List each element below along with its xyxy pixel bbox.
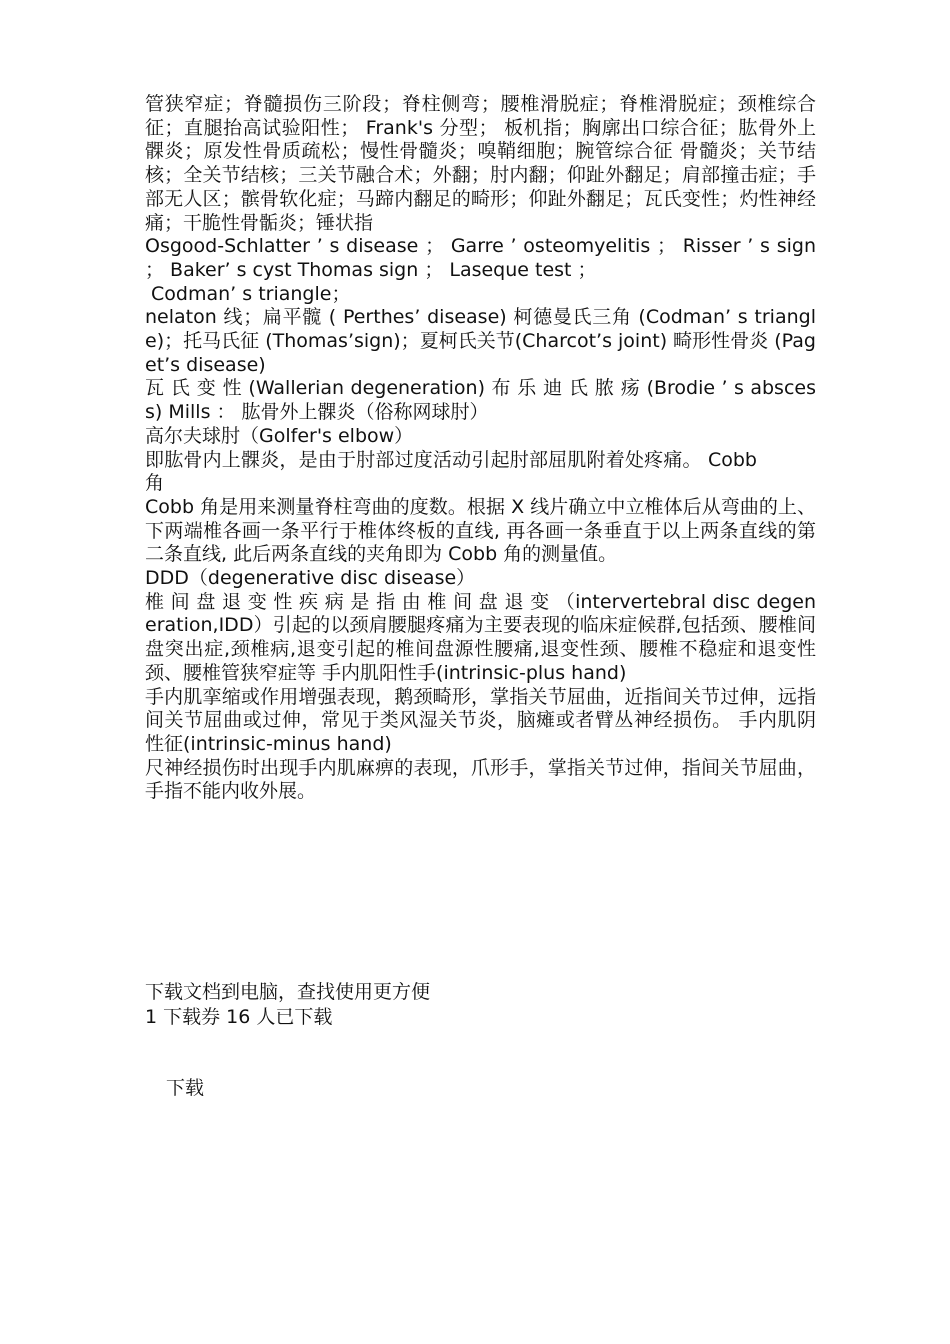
paragraph-nelaton-perthes: nelaton 线；扁平髋 ( Perthes’ disease) 柯德曼氏三角 (Codman’ s triangle)；托马氏征 (Thomas’sign)；夏柯氏关节(Charcot’s joint) 畸形性骨炎 (Paget’s disease) [145,306,816,376]
paragraph-wallerian-brodie: 瓦 氏 变 性 (Wallerian degeneration) 布 乐 迪 氏 脓 疡 (Brodie ’ s abscess) Mills ： 肱骨外上髁炎（俗称网球肘） [145,377,816,424]
document-body [145,93,816,804]
paragraph-term-list: 管狭窄症；脊髓损伤三阶段；脊柱侧弯；腰椎滑脱症；脊椎滑脱症；颈椎综合征；直腿抬高试验阳性； Frank's 分型； 板机指；胸廓出口综合征；肱骨外上髁炎；原发性骨质疏松；慢性骨髓炎；嗅鞘细胞；腕管综合征 骨髓炎；关节结核；全关节结核；三关节融合术；外翻；肘内翻；仰趾外翻足；肩部撞击症；手部无人区；髌骨软化症；马蹄内翻足的畸形；仰趾外翻足；瓦氏变性；灼性神经痛；干脆性骨骺炎；锤状指 [145,93,816,234]
paragraph-ddd-heading: DDD（degenerative disc disease） [145,567,476,590]
paragraph-ddd-definition: 椎 间 盘 退 变 性 疾 病 是 指 由 椎 间 盘 退 变 （intervertebral disc degeneration,IDD）引起的以颈肩腰腿疼痛为主要表现的临床症候群,包括颈、腰椎间盘突出症,颈椎病,退变引起的椎间盘源性腰痛,退变性颈、腰椎不稳症和退变性颈、腰椎管狭窄症等 手内肌阳性手(intrinsic-plus hand) [145,590,816,684]
paragraph-codman-triangle: Codman’ s triangle； [145,282,351,305]
paragraph-golfers-elbow-definition: 即肱骨内上髁炎，是由于肘部过度活动引起肘部屈肌附着处疼痛。 Cobb 角 [145,448,757,495]
download-stats: 1 下载券 16 人已下载 [145,1006,333,1028]
download-prompt: 下载文档到电脑，查找使用更方便 [145,981,431,1003]
paragraph-intrinsic-minus: 尺神经损伤时出现手内肌麻痹的表现，爪形手，掌指关节过伸，指间关节屈曲，手指不能内收外展。 [145,756,816,803]
download-button[interactable]: 下载 [166,1077,205,1099]
paragraph-eponym-signs: Osgood-Schlatter ’ s disease ； Garre ’ osteomyelitis ； Risser ’ s sign ； Baker’ s cyst Thomas sign ； Laseque test ； [145,235,816,281]
paragraph-cobb-angle: Cobb 角是用来测量脊柱弯曲的度数。根据 X 线片确立中立椎体后从弯曲的上、下两端椎各画一条平行于椎体终板的直线, 再各画一条垂直于以上两条直线的第二条直线, 此后两条直线的夹角即为 Cobb 角的测量值。 [145,495,816,566]
paragraph-golfers-elbow-heading: 高尔夫球肘（Golfer's elbow） [145,424,414,447]
paragraph-intrinsic-plus: 手内肌挛缩或作用增强表现，鹅颈畸形，掌指关节屈曲，近指间关节过伸，远指间关节屈曲或过伸，常见于类风湿关节炎，脑瘫或者臂丛神经损伤。 手内肌阴性征(intrinsic-minus hand) [145,685,816,755]
